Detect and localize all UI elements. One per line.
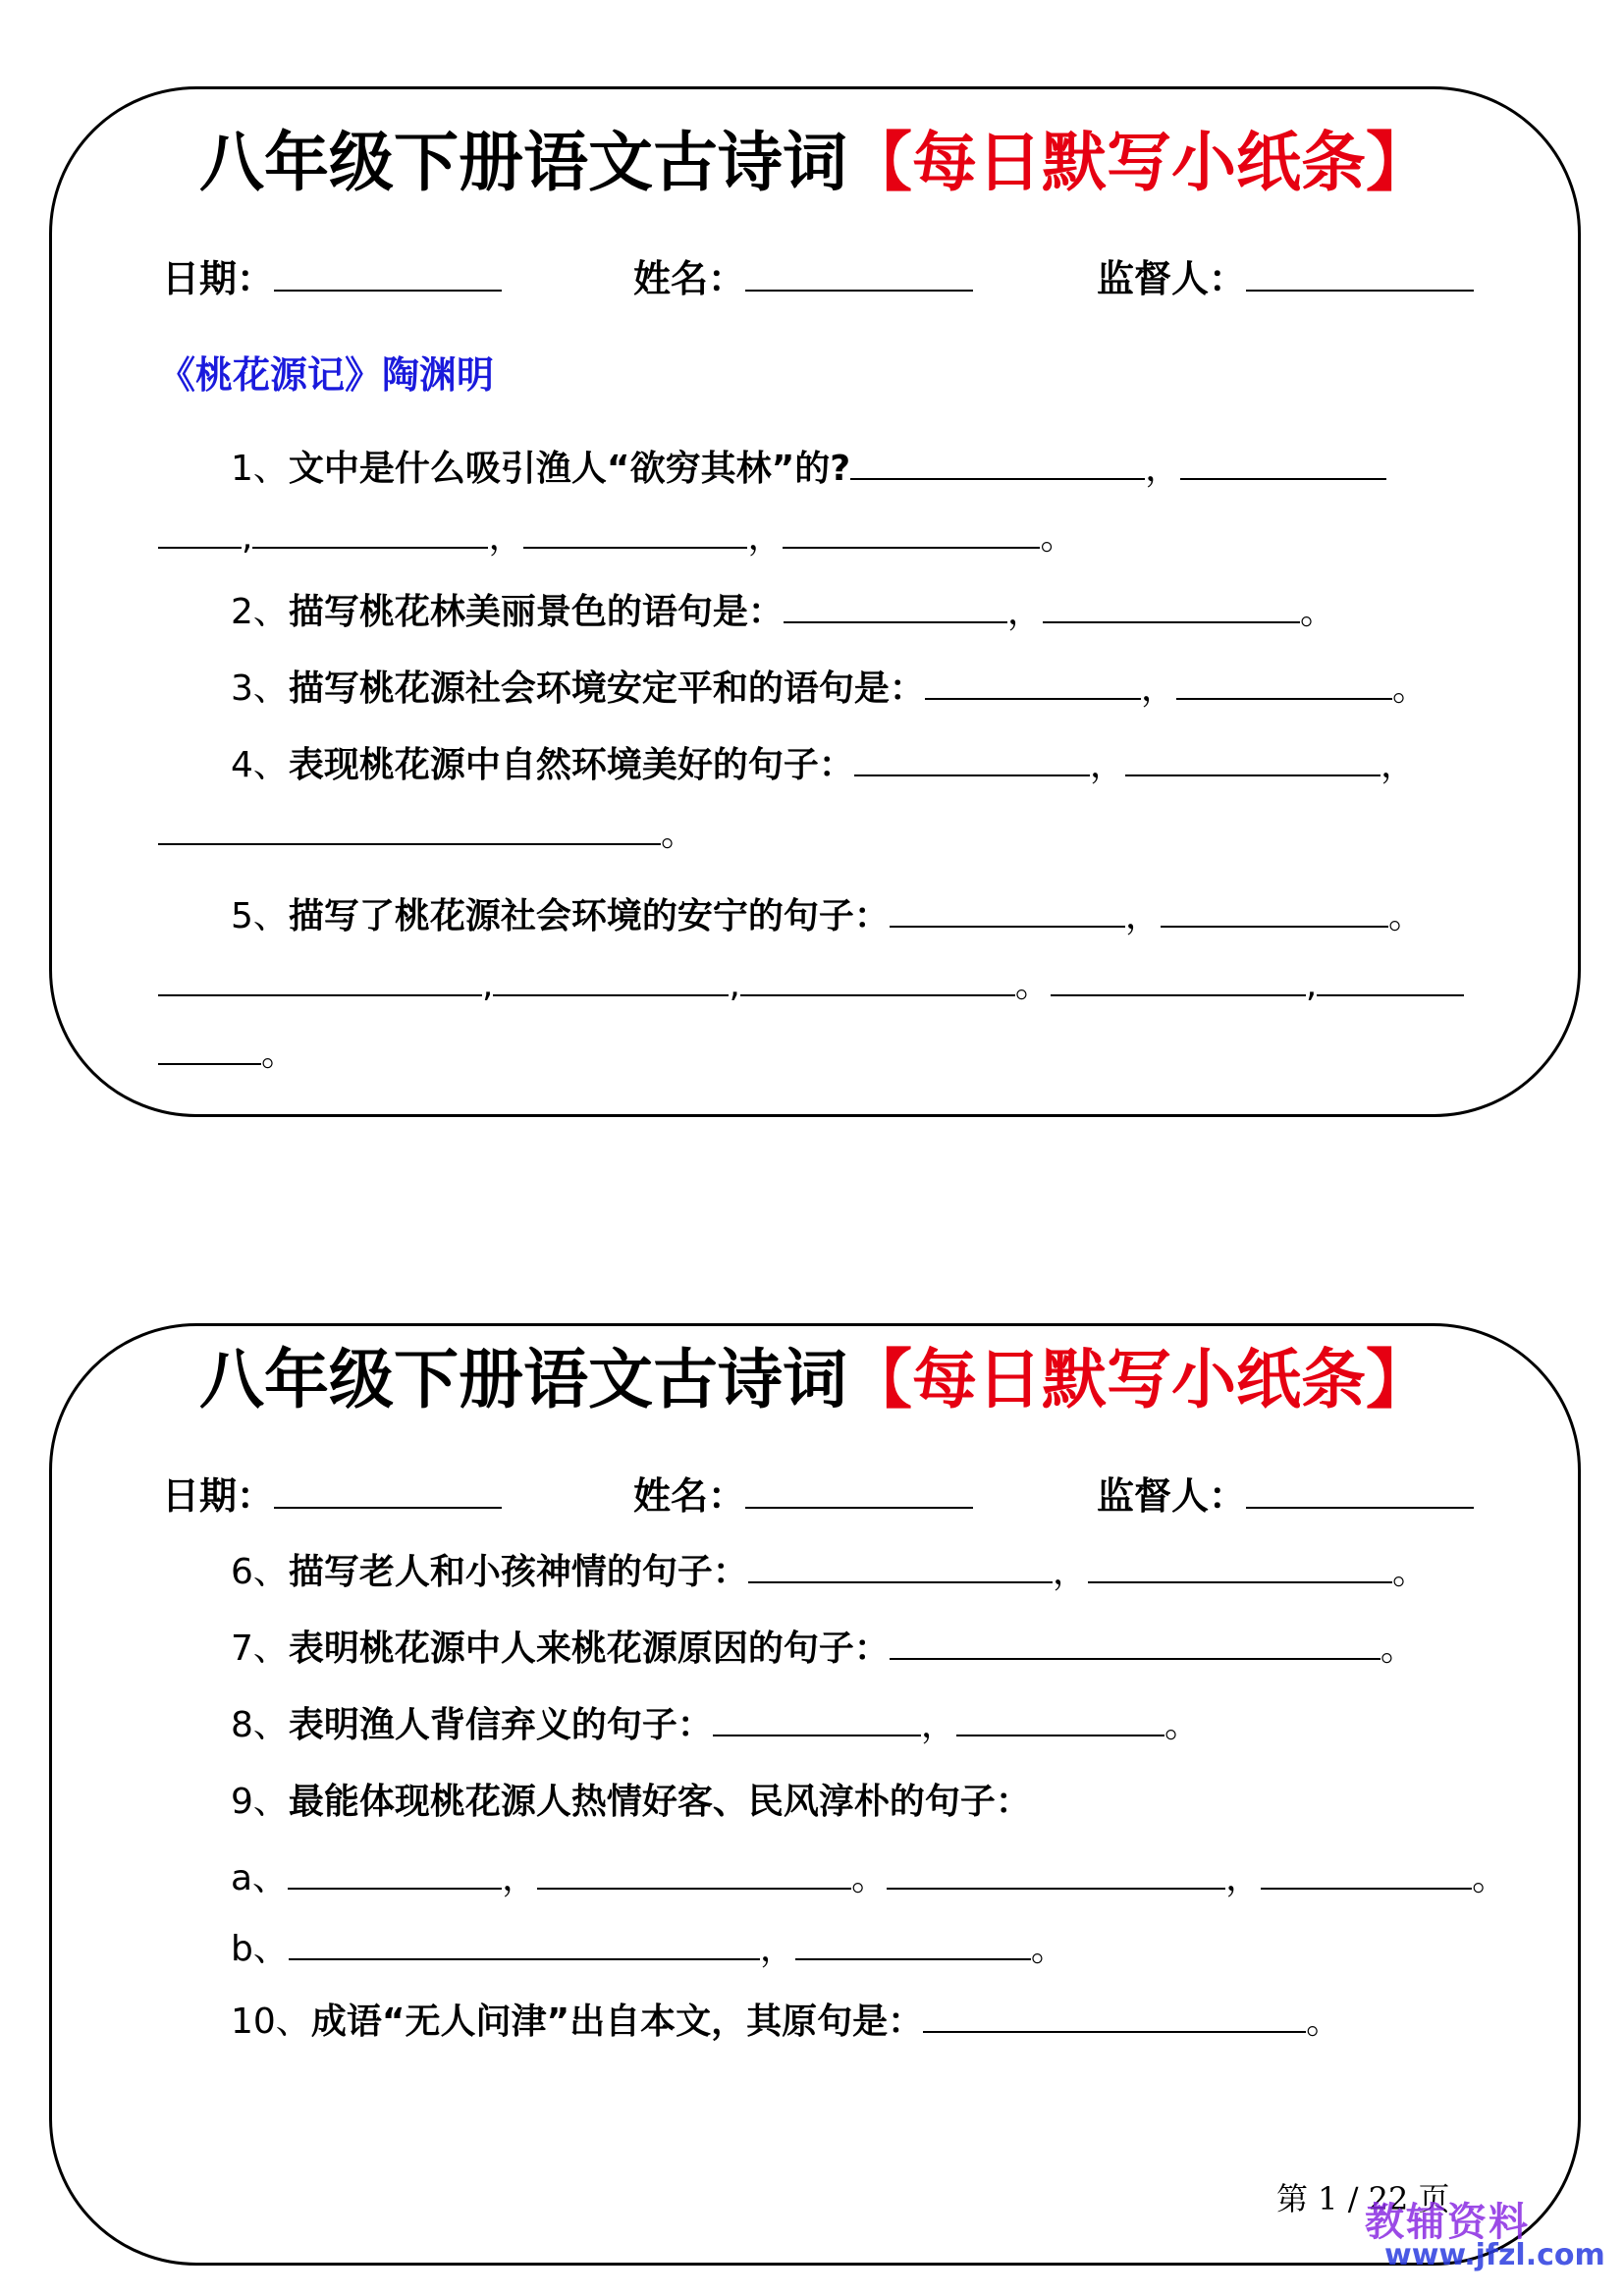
header-row [162,254,1468,303]
question-7 [231,1625,1480,1674]
question-10 [231,1998,1480,2047]
answer-blank[interactable] [289,1958,760,1960]
question-number: 5、 [231,896,289,936]
answer-blank[interactable] [1180,478,1386,480]
watermark-url: www.jfzl.com [1384,2238,1605,2272]
name-blank[interactable] [745,290,973,292]
answer-blank[interactable] [748,1581,1053,1583]
question-4-cont [158,810,1480,859]
question-number: 6、 [231,1552,289,1592]
answer-blank[interactable] [158,1063,261,1065]
punct-comma: ， [1140,668,1176,709]
question-9a [231,1854,1508,1903]
answer-blank[interactable] [288,1888,502,1890]
name-blank[interactable] [745,1507,973,1509]
answer-blank[interactable] [795,1958,1031,1960]
answer-blank[interactable] [1043,621,1300,623]
question-4 [231,741,1480,790]
question-number: 2、 [231,592,289,632]
answer-blank[interactable] [956,1735,1164,1736]
answer-blank[interactable] [854,774,1090,776]
question-text: 描写老人和小孩神情的句子： [288,1552,748,1592]
question-9b [231,1925,1480,1974]
answer-blank[interactable] [850,478,1145,480]
punct-period: 。 [261,1034,298,1074]
punct-comma: ， [502,1858,538,1898]
watermark-logo [1365,2191,1605,2272]
date-blank[interactable] [274,1507,502,1509]
answer-blank[interactable] [158,547,242,549]
title-tag: 【每日默写小纸条】 [847,1342,1431,1417]
question-number: 3、 [231,668,289,709]
answer-blank[interactable] [784,621,1007,623]
dictation-card-1 [49,86,1581,1117]
punct-comma: ， [1052,1552,1088,1592]
question-6 [231,1548,1480,1597]
punct-comma: ， [488,517,524,558]
answer-blank[interactable] [537,1888,851,1890]
supervisor-label: 监督人： [1097,257,1247,300]
punct-period: 。 [1040,517,1076,558]
punct-period: 。 [1380,1629,1416,1669]
supervisor-blank[interactable] [1246,290,1474,292]
answer-blank[interactable] [523,547,747,549]
question-number: 9、 [231,1782,289,1822]
punct-comma: , [729,965,740,1005]
question-number: 4、 [231,745,289,785]
question-number: 1、 [231,449,289,489]
card-title [52,1342,1578,1417]
question-5-cont [158,961,1480,1010]
question-5-cont2 [158,1030,1480,1079]
date-label: 日期： [162,257,275,300]
question-9 [231,1778,1480,1827]
section-subtitle: 《桃花源记》陶渊明 [158,353,495,397]
punct-period: 。 [851,1858,888,1898]
punct-period: 。 [1391,1552,1428,1592]
question-text: 描写桃花林美丽景色的语句是： [288,592,784,632]
punct-period: 。 [1391,668,1428,709]
answer-blank[interactable] [493,994,729,996]
answer-blank[interactable] [1261,1888,1472,1890]
question-number: 10、 [231,2002,311,2042]
punct-period: 。 [1306,2002,1342,2042]
answer-blank[interactable] [1317,994,1464,996]
answer-blank[interactable] [158,994,482,996]
answer-blank[interactable] [1088,1581,1392,1583]
sub-question-label: b、 [231,1929,289,1969]
question-text: 最能体现桃花源人热情好客、民风淳朴的句子： [288,1782,1031,1822]
question-text: 文中是什么吸引渔人“欲穷其林”的? [288,449,851,489]
punct-comma: ， [747,517,784,558]
sub-question-label: a、 [231,1858,289,1898]
answer-blank[interactable] [925,698,1141,700]
answer-blank[interactable] [890,1658,1380,1660]
answer-blank[interactable] [1176,698,1392,700]
dictation-card-2 [49,1323,1581,2266]
date-label: 日期： [162,1474,275,1518]
punct-comma: , [242,517,253,558]
punct-period: 。 [1164,1705,1200,1745]
answer-blank[interactable] [1125,774,1380,776]
question-text: 描写了桃花源社会环境的安宁的句子： [288,896,890,936]
page-number: 第 1 / 22 页 [1276,2180,1450,2217]
answer-blank[interactable] [1051,994,1306,996]
name-label: 姓名： [633,1474,746,1518]
punct-comma: , [482,965,494,1005]
header-row [162,1471,1468,1521]
title-main: 八年级下册语文古诗词 [199,1342,847,1417]
name-label: 姓名： [633,257,746,300]
punct-comma: ， [1145,449,1181,489]
title-tag: 【每日默写小纸条】 [847,125,1431,200]
watermark-text: 教辅资料 [1365,2200,1530,2245]
answer-blank[interactable] [887,1888,1225,1890]
question-text: 成语“无人问津”出自本文，其原句是： [310,2002,924,2042]
punct-period: 。 [1472,1858,1508,1898]
question-text: 描写桃花源社会环境安定平和的语句是： [288,668,925,709]
card-title [52,125,1578,200]
punct-period: 。 [1014,965,1051,1005]
punct-comma: ， [759,1929,795,1969]
supervisor-blank[interactable] [1246,1507,1474,1509]
date-blank[interactable] [274,290,502,292]
punct-period: 。 [1030,1929,1066,1969]
question-1 [231,445,1480,494]
punct-comma: ， [1006,592,1043,632]
question-5 [231,892,1480,941]
punct-period: 。 [1387,896,1424,936]
punct-period: 。 [1299,592,1335,632]
question-text: 表明渔人背信弃义的句子： [288,1705,713,1745]
answer-blank[interactable] [890,926,1125,928]
punct-comma: ， [1124,896,1161,936]
answer-blank[interactable] [1161,926,1388,928]
question-text: 表明桃花源中人来桃花源原因的句子： [288,1629,890,1669]
punct-comma: ， [920,1705,956,1745]
punct-period: 。 [661,814,697,854]
title-main: 八年级下册语文古诗词 [199,125,847,200]
question-2 [231,588,1480,637]
punct-comma: ， [1225,1858,1262,1898]
punct-comma: ， [1380,745,1416,785]
answer-blank[interactable] [252,547,488,549]
question-1-cont [158,513,1480,562]
answer-blank[interactable] [923,2031,1306,2033]
punct-comma: , [1305,965,1318,1005]
punct-comma: ， [1089,745,1125,785]
question-3 [231,665,1480,714]
answer-blank[interactable] [783,547,1040,549]
question-number: 8、 [231,1705,289,1745]
answer-blank[interactable] [740,994,1015,996]
question-number: 7、 [231,1629,289,1669]
question-8 [231,1701,1480,1750]
answer-blank[interactable] [713,1735,921,1736]
supervisor-label: 监督人： [1097,1474,1247,1518]
answer-blank[interactable] [158,843,661,845]
question-text: 表现桃花源中自然环境美好的句子： [288,745,854,785]
